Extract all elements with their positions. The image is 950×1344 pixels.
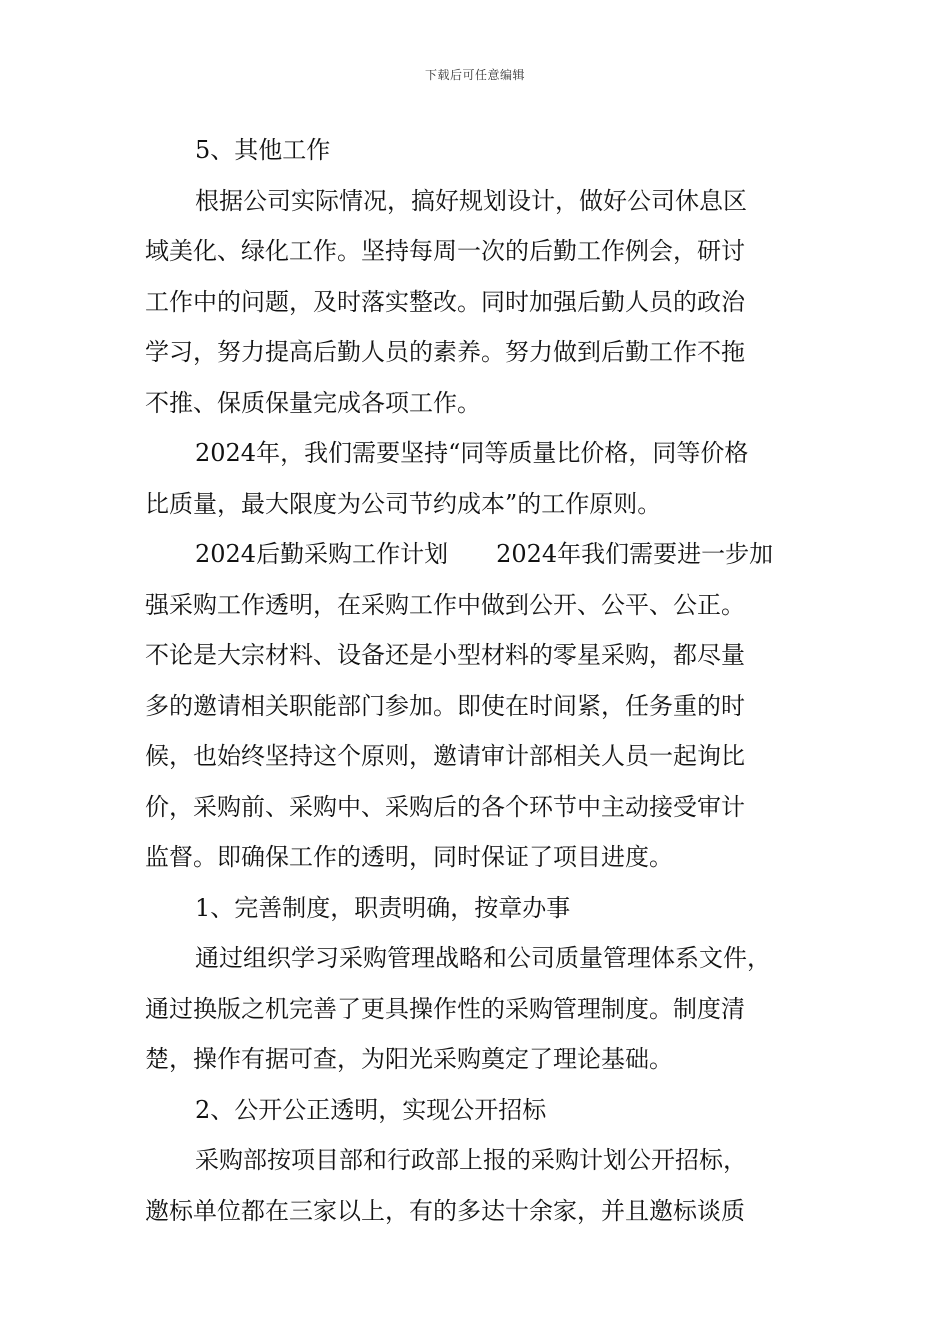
- text-line: 楚，操作有据可查，为阳光采购奠定了理论基础。: [145, 1045, 673, 1073]
- text-line: 5、其他工作: [195, 136, 331, 164]
- text-line: 通过组织学习采购管理战略和公司质量管理体系文件，: [195, 944, 771, 972]
- page-header: 下载后可任意编辑: [424, 68, 525, 82]
- text-line: 域美化、绿化工作。坚持每周一次的后勤工作例会，研讨: [145, 237, 745, 265]
- text-line: 根据公司实际情况，搞好规划设计，做好公司休息区: [195, 186, 747, 215]
- text-line: 多的邀请相关职能部门参加。即使在时间紧，任务重的时: [145, 691, 745, 720]
- text-line: 2024后勤采购工作计划 2024年我们需要进一步加: [195, 540, 774, 568]
- text-line: 价，采购前、采购中、采购后的各个环节中主动接受审计: [145, 792, 745, 821]
- text-line: 不推、保质保量完成各项工作。: [145, 388, 481, 417]
- text-line: 2、公开公正透明，实现公开招标: [195, 1095, 547, 1124]
- text-line: 邀标单位都在三家以上，有的多达十余家，并且邀标谈质: [145, 1196, 745, 1225]
- text-line: 候，也始终坚持这个原则，邀请审计部相关人员一起询比: [145, 742, 745, 770]
- document-body: [145, 130, 810, 1241]
- text-line: 工作中的问题，及时落实整改。同时加强后勤人员的政治: [145, 287, 745, 316]
- text-line: 强采购工作透明，在采购工作中做到公开、公平、公正。: [145, 590, 745, 619]
- text-line: 监督。即确保工作的透明，同时保证了项目进度。: [145, 843, 673, 871]
- text-line: 采购部按项目部和行政部上报的采购计划公开招标，: [195, 1146, 747, 1174]
- text-line: 学习，努力提高后勤人员的素养。努力做到后勤工作不拖: [145, 338, 745, 366]
- text-line: 不论是大宗材料、设备还是小型材料的零星采购，都尽量: [145, 641, 745, 669]
- text-line: 2024年，我们需要坚持“同等质量比价格，同等价格: [195, 439, 749, 467]
- text-line: 比质量，最大限度为公司节约成本”的工作原则。: [145, 489, 662, 518]
- text-line: 1、完善制度，职责明确，按章办事: [195, 893, 571, 922]
- text-line: 通过换版之机完善了更具操作性的采购管理制度。制度清: [145, 994, 745, 1023]
